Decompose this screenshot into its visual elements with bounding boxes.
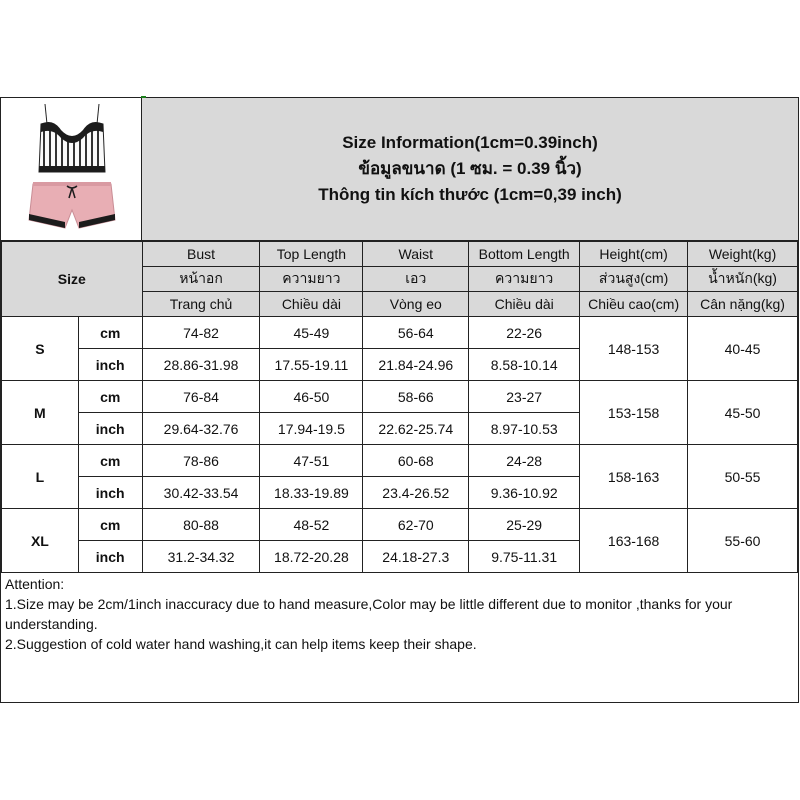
height-range: 148-153 xyxy=(580,317,688,381)
col-header-bottom-length-th: ความยาว xyxy=(469,267,580,292)
unit-inch: inch xyxy=(78,349,142,381)
col-header-weight: Weight(kg) xyxy=(688,242,798,267)
col-header-weight-th: น้ำหนัก(kg) xyxy=(688,267,798,292)
waist-cm: 60-68 xyxy=(363,445,469,477)
bottom-length-cm: 25-29 xyxy=(469,509,580,541)
col-header-bust-th: หน้าอก xyxy=(142,267,260,292)
notes-line-2: 2.Suggestion of cold water hand washing,it can help items keep their shape. xyxy=(5,636,477,652)
size-name-cell: M xyxy=(2,381,79,445)
bottom-length-inch: 9.36-10.92 xyxy=(469,477,580,509)
top-length-cm: 45-49 xyxy=(260,317,363,349)
waist-cm: 56-64 xyxy=(363,317,469,349)
height-range: 163-168 xyxy=(580,509,688,573)
bust-cm: 78-86 xyxy=(142,445,260,477)
height-range: 158-163 xyxy=(580,445,688,509)
unit-cm: cm xyxy=(78,317,142,349)
col-header-bust: Bust xyxy=(142,242,260,267)
weight-range: 50-55 xyxy=(688,445,798,509)
unit-cm: cm xyxy=(78,381,142,413)
unit-inch: inch xyxy=(78,413,142,445)
size-table xyxy=(1,241,798,573)
col-header-bottom-length-vi: Chiều dài xyxy=(469,292,580,317)
table-row xyxy=(2,381,798,413)
weight-range: 55-60 xyxy=(688,509,798,573)
col-header-weight-vi: Cân nặng(kg) xyxy=(688,292,798,317)
bust-inch: 29.64-32.76 xyxy=(142,413,260,445)
weight-range: 40-45 xyxy=(688,317,798,381)
unit-cm: cm xyxy=(78,509,142,541)
notes-line-1: 1.Size may be 2cm/1inch inaccuracy due to hand measure,Color may be little different due to monitor ,thanks for your understanding. xyxy=(5,596,733,632)
col-header-waist-th: เอว xyxy=(363,267,469,292)
bust-inch: 31.2-34.32 xyxy=(142,541,260,573)
weight-range: 45-50 xyxy=(688,381,798,445)
header-row-english xyxy=(2,242,798,267)
top-length-cm: 47-51 xyxy=(260,445,363,477)
col-header-top-length-th: ความยาว xyxy=(260,267,363,292)
bottom-length-cm: 23-27 xyxy=(469,381,580,413)
col-header-height-vi: Chiều cao(cm) xyxy=(580,292,688,317)
bottom-length-cm: 24-28 xyxy=(469,445,580,477)
bottom-length-inch: 8.58-10.14 xyxy=(469,349,580,381)
title-english: Size Information(1cm=0.39inch) xyxy=(342,133,598,152)
bottom-length-inch: 9.75-11.31 xyxy=(469,541,580,573)
height-range: 153-158 xyxy=(580,381,688,445)
col-header-waist-vi: Vòng eo xyxy=(363,292,469,317)
top-length-inch: 17.55-19.11 xyxy=(260,349,363,381)
bust-cm: 80-88 xyxy=(142,509,260,541)
table-row xyxy=(2,445,798,477)
col-header-top-length: Top Length xyxy=(260,242,363,267)
size-name-cell: XL xyxy=(2,509,79,573)
bust-cm: 74-82 xyxy=(142,317,260,349)
top-length-cm: 46-50 xyxy=(260,381,363,413)
col-header-bottom-length: Bottom Length xyxy=(469,242,580,267)
waist-inch: 21.84-24.96 xyxy=(363,349,469,381)
col-header-height: Height(cm) xyxy=(580,242,688,267)
waist-cm: 62-70 xyxy=(363,509,469,541)
size-chart xyxy=(0,97,799,703)
bust-inch: 28.86-31.98 xyxy=(142,349,260,381)
table-row xyxy=(2,317,798,349)
product-photo-icon xyxy=(23,102,121,237)
top-length-inch: 18.72-20.28 xyxy=(260,541,363,573)
col-header-top-length-vi: Chiều dài xyxy=(260,292,363,317)
size-info-title xyxy=(142,98,798,241)
size-header: Size xyxy=(2,242,143,317)
size-name-cell: L xyxy=(2,445,79,509)
col-header-height-th: ส่วนสูง(cm) xyxy=(580,267,688,292)
col-header-waist: Waist xyxy=(363,242,469,267)
bust-inch: 30.42-33.54 xyxy=(142,477,260,509)
waist-cm: 58-66 xyxy=(363,381,469,413)
waist-inch: 24.18-27.3 xyxy=(363,541,469,573)
bottom-length-cm: 22-26 xyxy=(469,317,580,349)
top-length-cm: 48-52 xyxy=(260,509,363,541)
col-header-bust-vi: Trang chủ xyxy=(142,292,260,317)
product-photo-cell xyxy=(1,98,142,241)
waist-inch: 23.4-26.52 xyxy=(363,477,469,509)
notes-heading: Attention: xyxy=(5,576,65,592)
size-name-cell: S xyxy=(2,317,79,381)
unit-inch: inch xyxy=(78,477,142,509)
waist-inch: 22.62-25.74 xyxy=(363,413,469,445)
bottom-length-inch: 8.97-10.53 xyxy=(469,413,580,445)
unit-cm: cm xyxy=(78,445,142,477)
title-thai: ข้อมูลขนาด (1 ซม. = 0.39 นิ้ว) xyxy=(358,159,582,178)
unit-inch: inch xyxy=(78,541,142,573)
title-vietnamese: Thông tin kích thước (1cm=0,39 inch) xyxy=(318,185,622,204)
bust-cm: 76-84 xyxy=(142,381,260,413)
table-row xyxy=(2,509,798,541)
top-length-inch: 18.33-19.89 xyxy=(260,477,363,509)
top-length-inch: 17.94-19.5 xyxy=(260,413,363,445)
attention-notes xyxy=(1,574,798,654)
